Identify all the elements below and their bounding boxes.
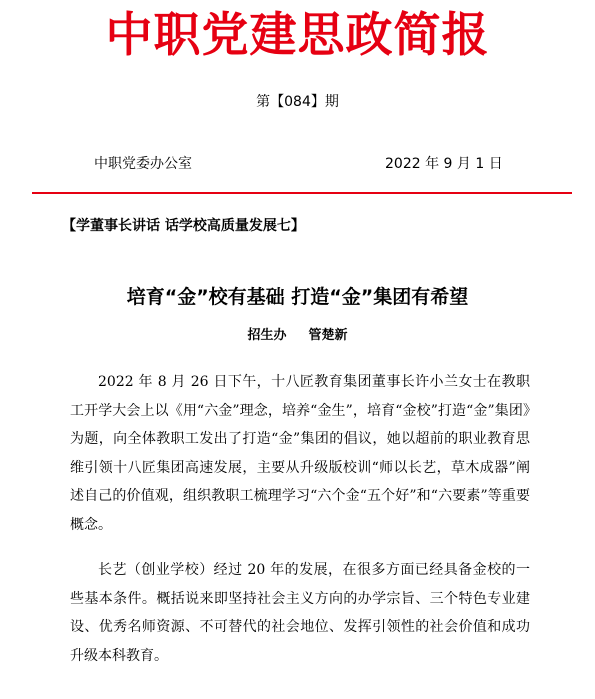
article-byline bbox=[0, 326, 595, 346]
column-tag: 【学董事长讲话 话学校高质量发展七】 bbox=[62, 218, 305, 234]
issuing-office: 中职党委办公室 bbox=[94, 156, 192, 172]
paragraph: 长艺（创业学校）经过 20 年的发展，在很多方面已经具备金校的一些基本条件。概括说来即坚持社会主义方向的办学宗旨、三个特色专业建设、优秀名师资源、不可替代的社会地位、发挥引领性的社会价值和成功升级本科教育。 bbox=[70, 562, 530, 664]
newsletter-masthead: 中职党建思政简报 bbox=[105, 8, 490, 63]
byline-department: 招生办 bbox=[247, 328, 287, 343]
issue-number: 第【084】期 bbox=[256, 94, 339, 110]
article-headline: 培育“金”校有基础 打造“金”集团有希望 bbox=[126, 286, 469, 308]
paragraph: 2022 年 8 月 26 日下午，十八匠教育集团董事长许小兰女士在教职工开学大会上以《用“六金”理念，培养“金生”，培育“金校”打造“金”集团》为题，向全体教职工发出了打造“金”集团的倡议，她以超前的职业教育思维引领十八匠集团高速发展，主要从升级版校训“师以长艺，草木成器”阐述自己的价值观，组织教职工梳理学习“六个金“五个好”和“六要素”等重要概念。 bbox=[70, 374, 530, 533]
article-body-2 bbox=[70, 556, 530, 670]
article-body-1 bbox=[70, 368, 530, 539]
issue-date: 2022 年 9 月 1 日 bbox=[385, 156, 503, 172]
byline-author: 管楚新 bbox=[308, 328, 348, 343]
red-divider bbox=[32, 192, 572, 194]
